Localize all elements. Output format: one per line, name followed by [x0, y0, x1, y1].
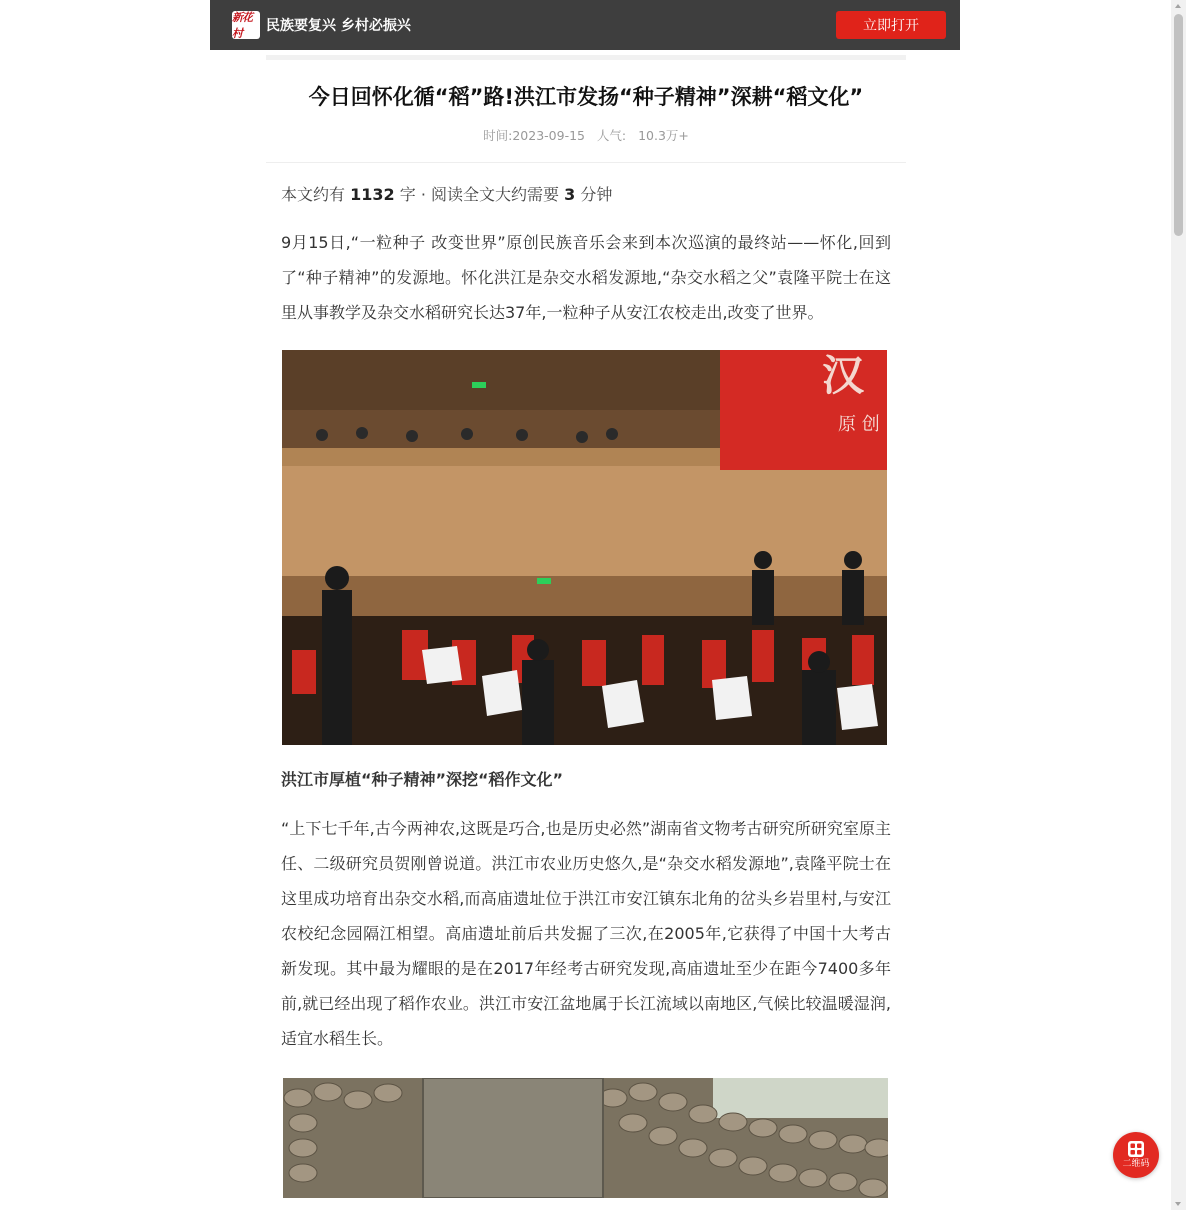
- publish-date: 2023-09-15: [512, 128, 585, 143]
- section-subheading: 洪江市厚植“种子精神”深挖“稻作文化”: [281, 770, 564, 789]
- article-body: [266, 183, 906, 1198]
- reading-minutes: 3: [564, 185, 576, 204]
- page-scrollbar[interactable]: [1171, 0, 1186, 1210]
- word-count: 1132: [350, 185, 395, 204]
- qr-code-icon: [1127, 1140, 1145, 1158]
- popularity-value: 10.3万+: [638, 128, 689, 143]
- popularity-label: 人气:: [596, 128, 627, 143]
- concert-photo: [282, 350, 887, 745]
- reading-suffix: 分钟: [580, 185, 613, 204]
- banner-slogan: 民族要复兴 乡村必振兴: [266, 18, 411, 34]
- scroll-down-icon[interactable]: [1175, 1202, 1181, 1206]
- reading-time-info: [281, 183, 891, 207]
- paragraph: “上下七千年,古今两神农,这既是巧合,也是历史必然”湖南省文物考古研究所研究室原主任、二级研究员贺刚曾说道。洪江市农业历史悠久,是“杂交水稻发源地”,袁隆平院士在这里成功培育出杂交水稻,而高庙遗址位于洪江市安江镇东北角的岔头乡岩里村,与安江农校纪念园隔江相望。高庙遗址前后共发掘了三次,在2005年,它获得了中国十大考古新发现。其中最为耀眼的是在2017年经考古研究发现,高庙遗址至少在距今7400多年前,就已经出现了稻作农业。洪江市安江盆地属于长江流域以南地区,气候比较温暖湿润,适宜水稻生长。: [281, 819, 891, 1048]
- site-photo: [283, 1078, 888, 1198]
- qr-code-button[interactable]: [1113, 1132, 1159, 1178]
- site-photo-art: [283, 1078, 888, 1198]
- open-app-button[interactable]: 立即打开: [836, 11, 946, 39]
- reading-middle: 字 · 阅读全文大约需要: [399, 185, 559, 204]
- scroll-up-icon[interactable]: [1175, 4, 1181, 8]
- paragraph: 9月15日,“一粒种子 改变世界”原创民族音乐会来到本次巡演的最终站——怀化,回到了“种子精神”的发源地。怀化洪江是杂交水稻发源地,“杂交水稻之父”袁隆平院士在这里从事教学及杂交水稻研究长达37年,一粒种子从安江农校走出,改变了世界。: [281, 233, 891, 322]
- time-label: 时间:: [483, 128, 513, 143]
- app-logo: [232, 11, 260, 39]
- app-banner: [210, 0, 960, 50]
- scrollbar-thumb[interactable]: [1174, 14, 1183, 236]
- qr-code-label: 二维码: [1122, 1159, 1150, 1169]
- article-meta: [266, 126, 906, 163]
- article: [266, 60, 906, 1198]
- page-title: 今日回怀化循“稻”路!洪江市发扬“种子精神”深耕“稻文化”: [308, 85, 864, 109]
- svg-text:原 创: 原 创: [838, 414, 880, 435]
- concert-photo-art: [282, 350, 887, 745]
- svg-text:汉: 汉: [822, 351, 865, 400]
- reading-prefix: 本文约有: [281, 185, 346, 204]
- logo-text: 新花村: [232, 11, 252, 39]
